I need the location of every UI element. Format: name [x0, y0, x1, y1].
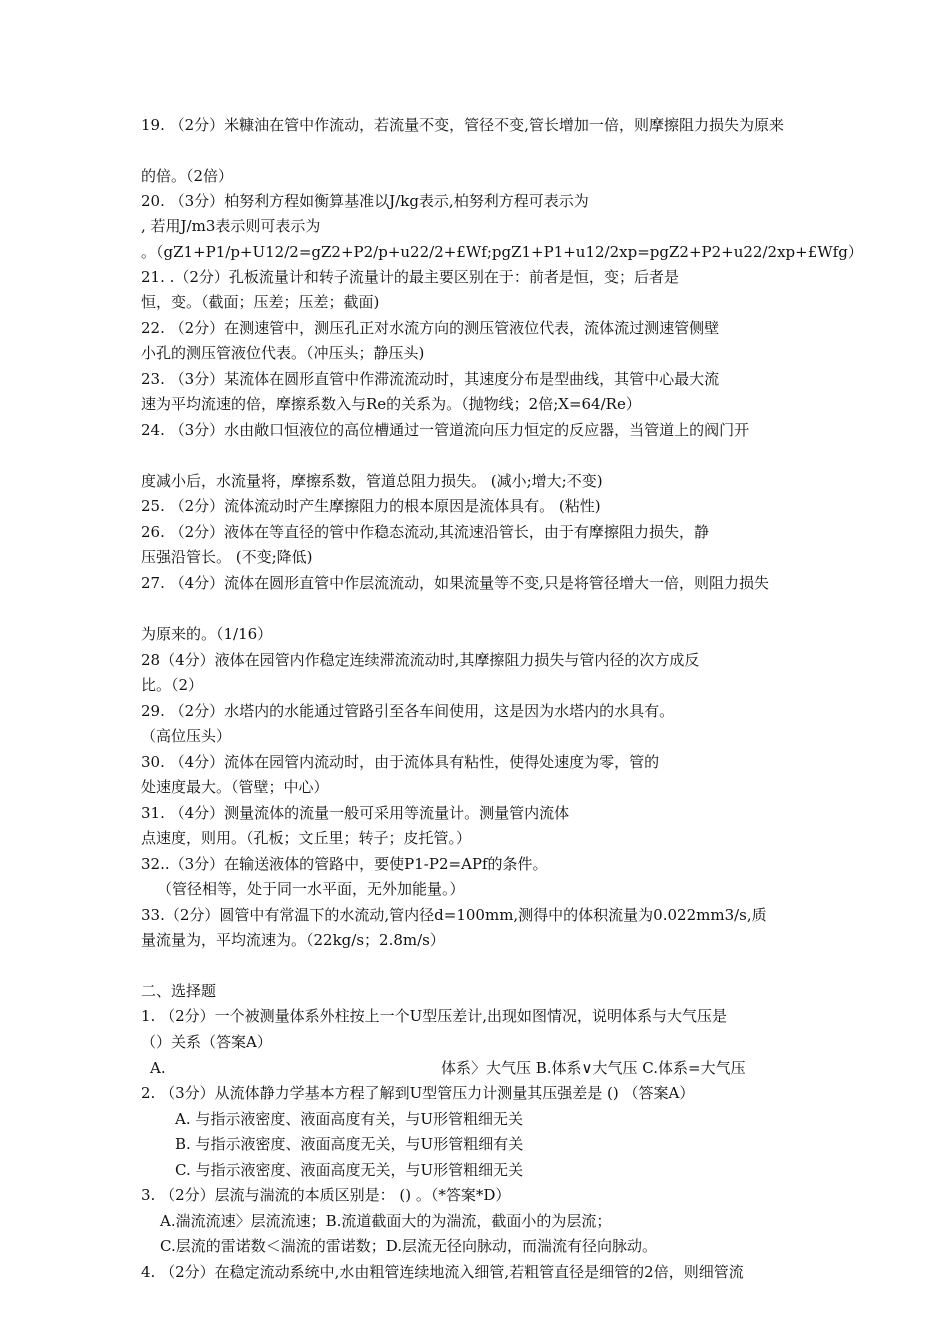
q31-line1: 31. （4分）测量流体的流量一般可采用等流量计。测量管内流体: [141, 804, 570, 822]
q23-line1: 23. （3分）某流体在圆形直管中作滞流流动时，其速度分布是型曲线，其管中心最大流: [141, 370, 720, 388]
q20-line1: 20. （3分）柏努利方程如衡算基准以J/kg表示,柏努利方程可表示为: [141, 192, 589, 210]
q21-line1: 21. .（2分）孔板流量计和转子流量计的最主要区别在于：前者是恒，变；后者是: [141, 268, 679, 286]
q24-line2: 度减小后，水流量将，摩擦系数，管道总阻力损失。 (减小;增大;不变): [141, 472, 603, 490]
q22-line2: 小孔的测压管液位代表。（冲压头；静压头): [141, 344, 425, 362]
q19-line2: 的倍。（2倍）: [141, 167, 234, 185]
q33-line1: 33.（2分）圆管中有常温下的水流动,管内径d=100mm,测得中的体积流量为0.022mm3/s,质: [141, 906, 767, 924]
c1-options: 体系〉大气压 B.体系∨大气压 C.体系=大气压: [441, 1059, 746, 1077]
q33-line2: 量流量为，平均流速为。（22kg/s；2.8m/s）: [141, 931, 445, 949]
q26-line2: 压强沿管长。 (不变;降低): [141, 548, 313, 566]
q28-line2: 比。（2）: [141, 676, 204, 694]
c2-option-a: A. 与指示液密度、液面高度有关，与U形管粗细无关: [175, 1110, 524, 1128]
q24-line1: 24. （3分）水由敞口恒液位的高位槽通过一管道流向压力恒定的反应器，当管道上的阀门开: [141, 421, 750, 439]
c1-line2: （）关系（答案A）: [141, 1033, 272, 1051]
c2-line1: 2. （3分）从流体静力学基本方程了解到U型管压力计测量其压强差是 () （答案A）: [141, 1084, 695, 1102]
c1-line1: 1. （2分）一个被测量体系外柱按上一个U型压差计,出现如图情况，说明体系与大气压是: [141, 1007, 728, 1025]
section-heading-choice: 二、选择题: [141, 982, 217, 1000]
q21-line2: 恒，变。（截面；压差；压差；截面): [141, 293, 380, 311]
q20-line2: , 若用J/m3表示则可表示为: [141, 217, 321, 235]
c3-options-ab: A.湍流流速〉层流流速；B.流道截面大的为湍流，截面小的为层流；: [160, 1212, 612, 1230]
q32-line1: 32..（3分）在输送液体的管路中，要使P1-P2=APf的条件。: [141, 855, 548, 873]
q27-line1: 27. （4分）流体在圆形直管中作层流流动，如果流量等不变,只是将管径增大一倍，则阻力损失: [141, 574, 769, 592]
q20-line3: 。（gZ1+P1/p+U12/2=gZ2+P2/p+u22/2+£Wf;pgZ1+P1+u12/2xp=pgZ2+P2+u22/2xp+£Wfg）: [141, 243, 863, 261]
q22-line1: 22. （2分）在测速管中，测压孔正对水流方向的测压管液位代表，流体流过测速管侧壁: [141, 319, 720, 337]
q29-line2: （高位压头）: [141, 727, 232, 745]
c4-line1: 4. （2分）在稳定流动系统中,水由粗管连续地流入细管,若粗管直径是细管的2倍，则细管流: [141, 1263, 744, 1281]
c2-option-b: B. 与指示液密度、液面高度无关，与U形管粗细有关: [175, 1135, 524, 1153]
q29-line1: 29. （2分）水塔内的水能通过管路引至各车间使用，这是因为水塔内的水具有。: [141, 702, 675, 720]
q31-line2: 点速度，则用。（孔板；文丘里；转子；皮托管。）: [141, 829, 472, 847]
q26-line1: 26. （2分）液体在等直径的管中作稳态流动,其流速沿管长，由于有摩擦阻力损失，静: [141, 523, 709, 541]
c3-line1: 3. （2分）层流与湍流的本质区别是： () 。（*答案*D）: [141, 1186, 511, 1204]
q30-line1: 30. （4分）流体在园管内流动时，由于流体具有粘性，使得处速度为零，管的: [141, 753, 660, 771]
q25-line1: 25. （2分）流体流动时产生摩擦阻力的根本原因是流体具有。 (粘性): [141, 497, 601, 515]
q23-line2: 速为平均流速的倍，摩擦系数入与Re的关系为。（抛物线；2倍;X=64/Re）: [141, 395, 641, 413]
q27-line2: 为原来的。（1/16）: [141, 625, 273, 643]
c3-options-cd: C.层流的雷诺数＜湍流的雷诺数；D.层流无径向脉动，而湍流有径向脉动。: [160, 1237, 657, 1255]
q28-line1: 28（4分）液体在园管内作稳定连续滞流流动时,其摩擦阻力损失与管内径的次方成反: [141, 651, 700, 669]
q30-line2: 处速度最大。（管壁；中心）: [141, 778, 329, 796]
q32-line2: （管径相等，处于同一水平面，无外加能量。）: [157, 880, 465, 898]
c1-option-a-label: A.: [150, 1059, 166, 1077]
c2-option-c: C. 与指示液密度、液面高度无关，与U形管粗细无关: [175, 1161, 524, 1179]
q19-line1: 19. （2分）米糠油在管中作流动，若流量不变，管径不变,管长增加一倍，则摩擦阻力损失为原来: [141, 116, 784, 134]
